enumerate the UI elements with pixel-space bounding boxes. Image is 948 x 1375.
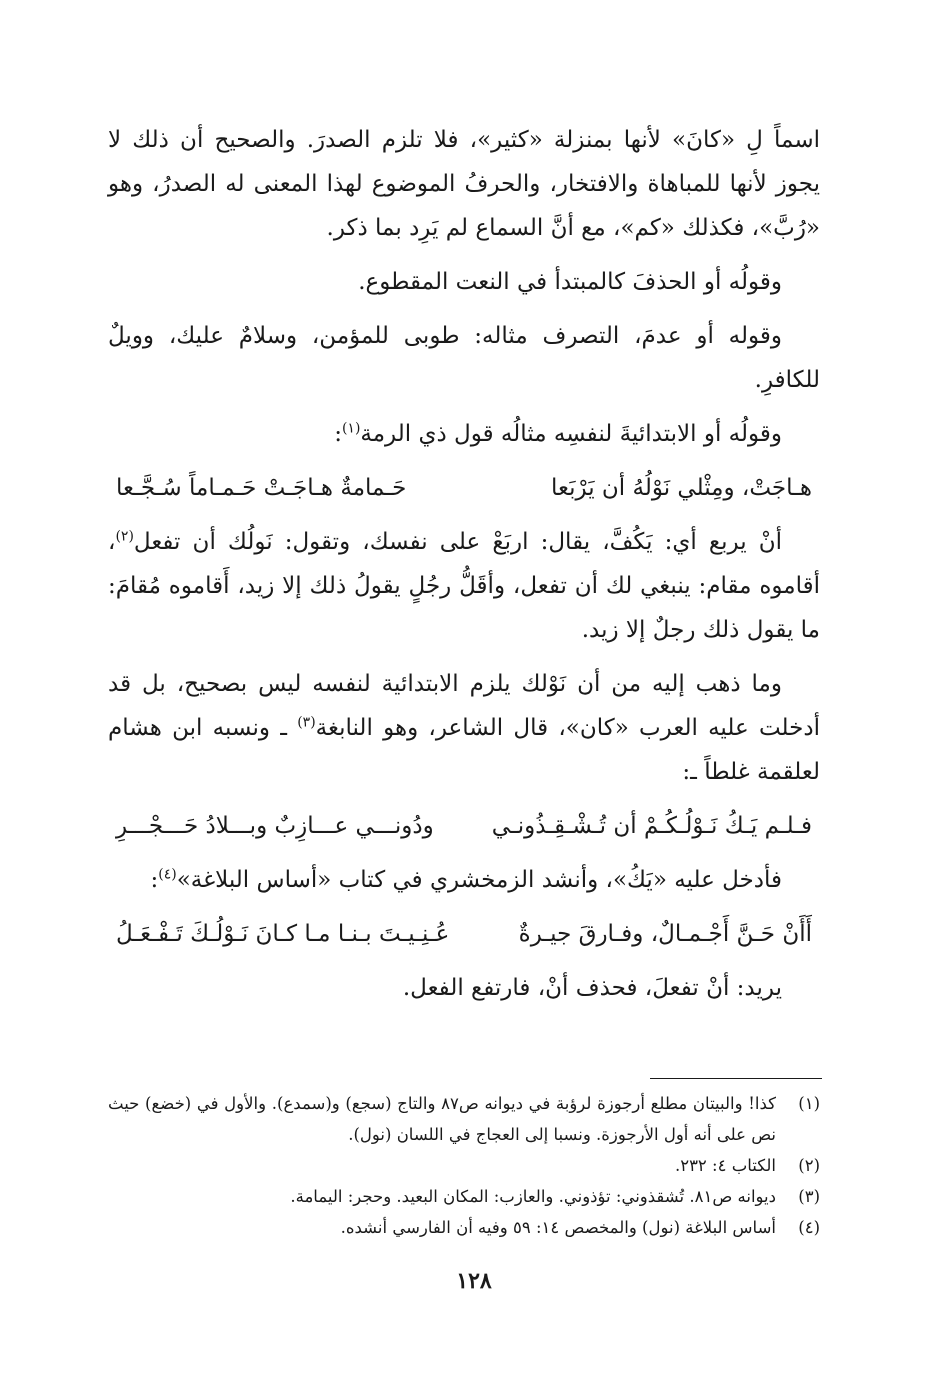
verse-1-second-hemistich: حَـمامةٌ هـاجَـتْ حَـمـاماً سُـجَّـعا: [116, 475, 407, 501]
footnote-divider: [650, 1078, 822, 1079]
paragraph-4-end: :: [334, 421, 342, 447]
paragraph-6: [108, 662, 820, 794]
footnote-2: [108, 1150, 820, 1181]
paragraph-7-text-a: فأدخل عليه «يَكُ»، وأنشد الزمخشري في كتاب «أساس البلاغة»: [176, 867, 782, 893]
paragraph-4-text: وقولُه أو الابتدائيةَ لنفسِه مثالُه قول ذي الرمة: [360, 421, 782, 447]
footnote-1: [108, 1088, 820, 1150]
footnote-number: (١): [798, 1094, 820, 1113]
page-number: ١٢٨: [456, 1268, 492, 1294]
verse-2-first-hemistich: فـلـم يَـكُ نَـوْلُـكُـمْ أن تُـشْـقِـذُونـي: [491, 813, 812, 839]
footnote-text: كذا! والبيتان مطلع أرجوزة لرؤبة في ديوانه ص٨٧ والتاج (سجع) و(سمدع). والأول في (خضع) حيث نص على أنه أول الأرجوزة. ونسبا إلى العجاج في اللسان (نول).: [108, 1094, 776, 1144]
main-text: [108, 118, 820, 1020]
paragraph-7-text-b: :: [150, 867, 159, 893]
footnote-marker-1: (١): [341, 420, 361, 437]
footnotes: [108, 1088, 820, 1243]
footnote-marker-3: (٣): [297, 714, 316, 731]
paragraph-8: يريد: أنْ تفعلَ، فحذف أنْ، فارتفع الفعل.: [402, 975, 782, 1001]
verse-3-second-hemistich: عُـنِـيـتَ بـنـا مـا كـانَ نَـوْلُـكَ تَـفْـعَـلُ: [116, 921, 450, 947]
paragraph-4: [108, 412, 820, 456]
paragraph-1: اسماً لِ «كانَ» لأنها بمنزلة «كثير»، فلا تلزم الصدرَ. والصحيح أن ذلك لا يجوز لأنها للمباهاة والافتخار، والحرفُ الموضوع لهذا المعنى له الصدرُ، وهو «رُبَّ»، فكذلك «كم»، مع أنَّ السماع لم يَرِد بما ذكر.: [108, 127, 820, 241]
paragraph-7: [108, 858, 820, 902]
footnote-marker-2: (٢): [115, 528, 134, 545]
paragraph-6-text-a: وما ذهب إليه من أن نَوْلك يلزم الابتدائية لنفسه ليس بصحيح، بل قد أدخلت عليه العرب «كان»، قال الشاعر، وهو النابغة: [108, 671, 820, 741]
footnote-number: (٢): [798, 1156, 820, 1175]
footnote-3: [108, 1181, 820, 1212]
verse-1-first-hemistich: هـاجَتْ، ومِثْلي نَوْلُهُ أن يَرْبَعا: [551, 475, 812, 501]
paragraph-5-text-b: ، أقاموه مقام: ينبغي لك أن تفعل، وأقَلُّ رجُلٍ يقولُ ذلك إلا زيد، أَقاموه مُقامَ: ما يقول ذلك رجلٌ إلا زيد.: [108, 529, 820, 643]
paragraph-5-text-a: أنْ يربع أي: يَكُفَّ، يقال: اربَعْ على نفسك، وتقول: نَولُك أن تفعل: [133, 529, 782, 555]
footnote-text: أساس البلاغة (نول) والمخصص ١٤: ٥٩ وفيه أن الفارسي أنشده.: [340, 1218, 776, 1237]
paragraph-6-text-b: ـ ونسبه ابن هشام لعلقمة غلطاً ـ:: [108, 715, 820, 785]
footnote-4: [108, 1212, 820, 1243]
footnote-number: (٤): [798, 1218, 820, 1237]
paragraph-3: وقوله أو عدمَ، التصرف مثاله: طوبى للمؤمن، وسلامٌ عليك، وويلٌ للكافرِ.: [108, 323, 820, 393]
footnote-text: الكتاب ٤: ٢٣٢.: [674, 1156, 776, 1175]
paragraph-5: [108, 520, 820, 652]
verse-3-first-hemistich: أَأَنْ حَـنَّ أَجْـمـالٌ، وفـارقَ جيـرةٌ: [518, 921, 812, 947]
verse-1: [108, 466, 820, 510]
verse-2-second-hemistich: ودُونـــي عـــازِبٌ وبـــلادُ حَـــجْـــرِ: [116, 813, 434, 839]
paragraph-2: وقولُه أو الحذفَ كالمبتدأ في النعت المقطوع.: [358, 269, 782, 295]
footnote-marker-4: (٤): [158, 866, 177, 883]
footnote-number: (٣): [798, 1187, 820, 1206]
footnote-text: ديوانه ص٨١. تُشقذوني: تؤذوني. والعازب: المكان البعيد. وحجر: اليمامة.: [290, 1187, 776, 1206]
verse-3: [108, 912, 820, 956]
verse-2: [108, 804, 820, 848]
